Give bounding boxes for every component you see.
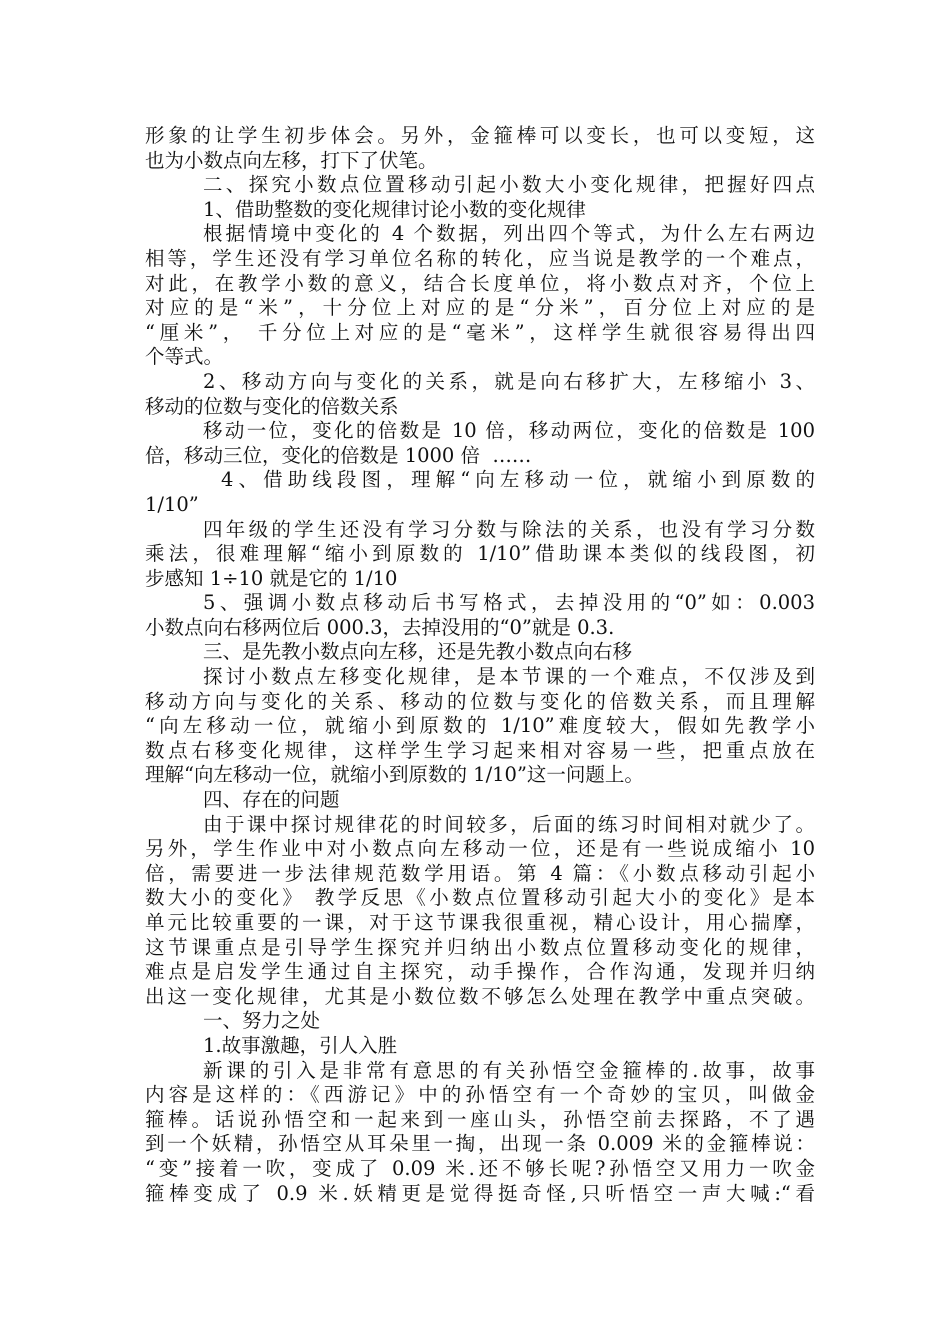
text-line: 新课的引入是非常有意思的有关孙悟空金箍棒的.故事，故事 <box>203 1058 815 1082</box>
text-line: 箍棒。话说孙悟空和一起来到一座山头，孙悟空前去探路，不了遇 <box>145 1107 815 1131</box>
text-line: 1/10” <box>145 492 199 516</box>
text-line: 小数点向右移两位后 000.3，去掉没用的“0”就是 0.3. <box>145 615 615 639</box>
text-line: 出这一变化规律，尤其是小数位数不够怎么处理在教学中重点突破。 <box>145 984 815 1008</box>
text-line: 内容是这样的：《西游记》中的孙悟空有一个奇妙的宝贝，叫做金 <box>145 1083 815 1107</box>
text-line: 移动的位数与变化的倍数关系 <box>145 394 399 418</box>
text-line: 倍，需要进一步法律规范数学用语。第 4 篇：《小数点移动引起小 <box>145 861 815 885</box>
text-line: 难点是启发学生通过自主探究，动手操作，合作沟通，发现并归纳 <box>145 960 815 984</box>
text-line: 步感知 1÷10 就是它的 1/10 <box>145 566 398 590</box>
text-line: 相等，学生还没有学习单位名称的转化，应当说是教学的一个难点， <box>145 246 815 270</box>
text-line: 根据情境中变化的 4 个数据，列出四个等式，为什么左右两边 <box>203 222 815 246</box>
text-line: 数大小的变化》 教学反思《小数点位置移动引起大小的变化》是本 <box>145 886 815 910</box>
text-line: 对此，在教学小数的意义，结合长度单位，将小数点对齐，个位上 <box>145 271 815 295</box>
text-line: 箍棒变成了 0.9 米.妖精更是觉得挺奇怪,只听悟空一声大喊:“看 <box>145 1181 815 1205</box>
text-line: 探讨小数点左移变化规律，是本节课的一个难点，不仅涉及到 <box>203 665 815 689</box>
text-line: 到一个妖精，孙悟空从耳朵里一掏，出现一条 0.009 米的金箍棒说： <box>145 1132 815 1156</box>
text-line: “向左移动一位，就缩小到原数的 1/10”难度较大，假如先教学小 <box>145 714 815 738</box>
subsection-heading: 1.故事激趣，引人入胜 <box>203 1033 398 1057</box>
text-line: 倍，移动三位，变化的倍数是 1000 倍 …… <box>145 443 532 467</box>
text-line: “厘米”， 千分位上对应的是“毫米”，这样学生就很容易得出四 <box>145 320 815 344</box>
section-heading: 一、努力之处 <box>203 1009 321 1033</box>
document-body <box>145 124 815 1206</box>
text-line: 四年级的学生还没有学习分数与除法的关系，也没有学习分数 <box>203 517 815 541</box>
text-line: 乘法，很难理解“缩小到原数的 1/10”借助课本类似的线段图，初 <box>145 542 815 566</box>
text-line: 移动方向与变化的关系、移动的位数与变化的倍数关系，而且理解 <box>145 689 815 713</box>
subsection-heading: 2、移动方向与变化的关系，就是向右移扩大，左移缩小 3、 <box>203 369 815 393</box>
section-heading: 二、探究小数点位置移动引起小数大小变化规律，把握好四点 <box>203 173 815 197</box>
text-line: 也为小数点向左移，打下了伏笔。 <box>145 148 438 172</box>
section-heading: 三、是先教小数点向左移，还是先教小数点向右移 <box>203 640 633 664</box>
text-line: “变”接着一吹，变成了 0.09 米.还不够长呢?孙悟空又用力一吹金 <box>145 1156 815 1180</box>
text-line: 形象的让学生初步体会。另外，金箍棒可以变长，也可以变短，这 <box>145 124 815 147</box>
subsection-heading: 5、强调小数点移动后书写格式，去掉没用的“0”如：0.003 <box>203 591 815 615</box>
text-line: 单元比较重要的一课，对于这节课我很重视，精心设计，用心揣摩， <box>145 911 815 934</box>
text-line: 对应的是“米”，十分位上对应的是“分米”，百分位上对应的是 <box>145 296 815 320</box>
text-line: 理解“向左移动一位，就缩小到原数的 1/10”这一问题上。 <box>145 763 644 787</box>
subsection-heading: 4、借助线段图，理解“向左移动一位，就缩小到原数的 <box>221 468 815 492</box>
subsection-heading: 1、借助整数的变化规律讨论小数的变化规律 <box>203 197 586 221</box>
text-line: 个等式。 <box>145 345 224 369</box>
text-line: 移动一位，变化的倍数是 10 倍，移动两位，变化的倍数是 100 <box>203 419 815 443</box>
text-line: 由于课中探讨规律花的时间较多，后面的练习时间相对就少了。 <box>203 812 815 836</box>
text-line: 另外，学生作业中对小数点向左移动一位，还是有一些说成缩小 10 <box>145 837 815 861</box>
section-heading: 四、存在的问题 <box>203 788 340 812</box>
text-line: 数点右移变化规律，这样学生学习起来相对容易一些，把重点放在 <box>145 738 815 762</box>
text-line: 这节课重点是引导学生探究并归纳出小数点位置移动变化的规律， <box>145 935 815 959</box>
